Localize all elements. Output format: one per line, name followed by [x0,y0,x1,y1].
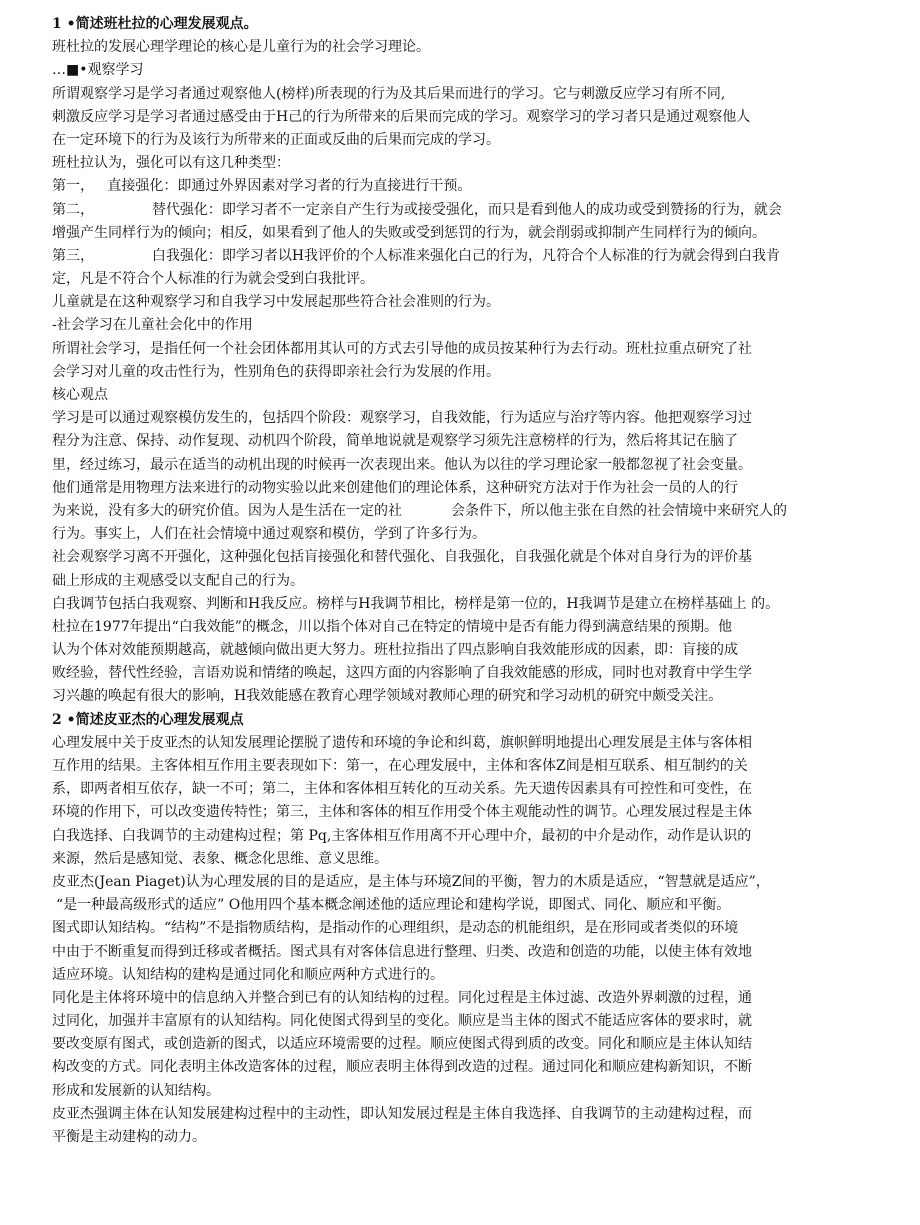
text-line: 儿童就是在这种观察学习和自我学习中发展起那些符合社会准则的行为。 [52,294,500,311]
subheading-core-views: 核心观点 [52,387,108,403]
text-line: 构改变的方式。同化表明主体改造客体的过程，顺应表明主体得到改造的过程。通过同化和顺应建构新知识，不断 [52,1059,752,1076]
text-line: 所谓社会学习，是指任何一个社会团体都用其认可的方式去引导他的成员按某种行为去行动。班杜拉重点研究了社 [52,340,752,357]
text-line: 程分为注意、保持、动作复现、动机四个阶段，简单地说就是观察学习须先注意榜样的行为，然后将其记在脑了 [52,433,738,450]
text-line: 互作用的结果。主客体相互作用主要表现如下：第一，在心理发展中，主体和客体Z间是相互联系、相互制约的关 [52,758,748,774]
reinforcement-self: 第三， 白我强化：即学习者以H我评价的个人标准来强化白己的行为，凡符合个人标准的行为就会得到白我肯 [52,247,781,264]
text-line: 图式即认知结构。“结构”不是指物质结构，是指动作的心理组织，是动态的机能组织，是在形同或者类似的环境 [52,920,739,937]
text-line: 刺激反应学习是学习者通过感受由于H己的行为所带来的后果而完成的学习。观察学习的学习者只是通过观察他人 [52,108,751,125]
text-line: 杜拉在1977年提出“白我效能”的概念，川以指个体对自己在特定的情境中是否有能力得到满意结果的预期。他 [52,618,732,635]
text-line: 里，经过练习，最示在适当的动机出现的时候再一次表现出来。他认为以往的学习理论家一般都忽视了社会变量。 [52,456,752,473]
text-line: 认为个体对效能预期越高，就越倾向做出更大努力。班杜拉指出了四点影响自我效能形成的因素，即：肓接的成 [52,642,738,659]
text-line: 平衡是主动建构的动力。 [52,1129,206,1145]
text-line: 过同化，加强并丰富原有的认知结构。同化使图式得到呈的变化。顺应是当主体的图式不能适应客体的要求时，就 [52,1013,752,1030]
text-line: 行为。事实上，人们在社会情境中通过观察和模仿，学到了许多行为。 [52,526,486,543]
text-line: 习兴趣的唤起有很大的影响，H我效能感在教育心理学领域对教师心理的研究和学习动机的研究中颇受关注。 [52,688,723,705]
text-line: 形成和发展新的认知结构。 [52,1082,220,1099]
text-line: 中由于不断重复而得到迁移或者概括。图式具有对客体信息进行整理、归类、改造和创造的功能，以使主体有效地 [52,943,752,960]
text-line: 社会观察学习离不开强化，这种强化包括肓接强化和替代强化、自我强化，自我强化就是个体对自身行为的评价基 [52,549,752,566]
section-1-title: 1 •简述班杜拉的心理发展观点。 [52,16,258,32]
section-2-title: 2 •简述皮亚杰的心理发展观点 [52,711,244,728]
subheading-social-learning: -社会学习在儿童社会化中的作用 [52,317,253,334]
text-line: 定，凡是不符合个人标准的行为就会受到白我批评。 [52,271,374,288]
text-line: 础上形成的主观感受以支配自己的行为。 [52,572,304,589]
text-line: 会学习对儿童的攻击性行为，性别角色的获得即亲社会行为发展的作用。 [52,363,500,380]
text-line: 败经验，替代性经验，言语劝说和情绪的唤起，这四方面的内容影响了自我效能感的形成，同时也对教育中学生学 [52,665,752,682]
text-line: 所谓观察学习是学习者通过观察他人(榜样)所表现的行为及其后果而进行的学习。它与刺激反应学习有所不同, [52,85,726,102]
subheading-observational-learning: …■•观察学习 [52,62,144,79]
text-line: 增强产生同样行为的倾向；相反，如果看到了他人的失败或受到惩罚的行为，就会削弱或抑制产生同样行为的倾向。 [52,224,766,241]
reinforcement-direct: 第一， 直接强化：即通过外界因素对学习者的行为直接进行干预。 [52,178,472,195]
text-line: 来源，然后是感知觉、表象、概念化思维、意义思维。 [52,850,388,867]
text-line: 皮亚杰(Jean Piaget)认为心理发展的目的是适应，是主体与环境Z间的平衡，智力的木质是适应，“智慧就是适应”， [52,873,770,890]
section-1-intro: 班杜拉的发展心理学理论的核心是儿童行为的社会学习理论。 [52,39,430,56]
reinforcement-vicarious: 第二， 替代强化：即学习者不一定亲自产生行为或接受强化，而只是看到他人的成功或受到赞扬的行为，就会 [52,201,782,218]
text-line: 学习是可以通过观察模仿发生的，包括四个阶段：观察学习，自我效能，行为适应与治疗等内容。他把观察学习过 [52,410,752,427]
text-line: 班杜拉认为，强化可以有这几种类型： [52,155,290,172]
text-line: 白我调节包括白我观察、判断和H我反应。榜样与H我调节相比，榜样是第一位的，H我调节是建立在榜样基础上 的。 [52,595,780,612]
text-line: 系，即两者相互依存，缺一不可；第二，主体和客体相互转化的互动关系。先天遗传因素具有可控性和可变性，在 [52,781,752,798]
text-line: 他们通常是用物理方法来进行的动物实验以此来创建他们的理论体系，这种研究方法对于作为社会一员的人的行 [52,479,738,496]
text-line: 白我选择、白我调节的主动建构过程；第 Pq,主客体相互作用离不开心理中介，最初的中介是动作，动作是认识的 [52,827,752,844]
text-line: 同化是主体将环境中的信息纳入并整合到已有的认知结构的过程。同化过程是主体过滤、改造外界刺激的过程，通 [52,989,752,1006]
text-line: 环境的作用下，可以改变遗传特性；第三，主体和客体的相互作用受个体主观能动性的调节。心理发展过程是主体 [52,804,752,821]
text-line: 适应环境。认知结构的建构是通过同化和顺应两种方式进行的。 [52,966,444,983]
text-line: 在一定环境下的行为及该行为所带来的正面或反曲的后果而完成的学习。 [52,131,500,148]
text-line: 为来说，没有多大的研究价值。因为人是生活在一定的社 会条件下，所以他主张在自然的社会情境中来研究人的 [52,502,787,519]
text-line: 要改变原有图式，或创造新的图式，以适应环境需要的过程。顺应使图式得到质的改变。同化和顺应是主体认知结 [52,1036,752,1053]
text-line: 皮亚杰强调主体在认知发展建构过程中的主动性，即认知发展过程是主体自我选择、自我调节的主动建构过程，而 [52,1105,752,1122]
text-line: “是一种最高级形式的适应” O他用四个基本概念阐述他的适应理论和建构学说，即图式、同化、顺应和平衡。 [56,897,731,914]
document-page [52,13,872,1149]
text-line: 心理发展中关于皮亚杰的认知发展理论摆脱了遗传和环境的争论和纠葛，旗帜鲜明地提出心理发展是主体与客体相 [52,734,752,751]
